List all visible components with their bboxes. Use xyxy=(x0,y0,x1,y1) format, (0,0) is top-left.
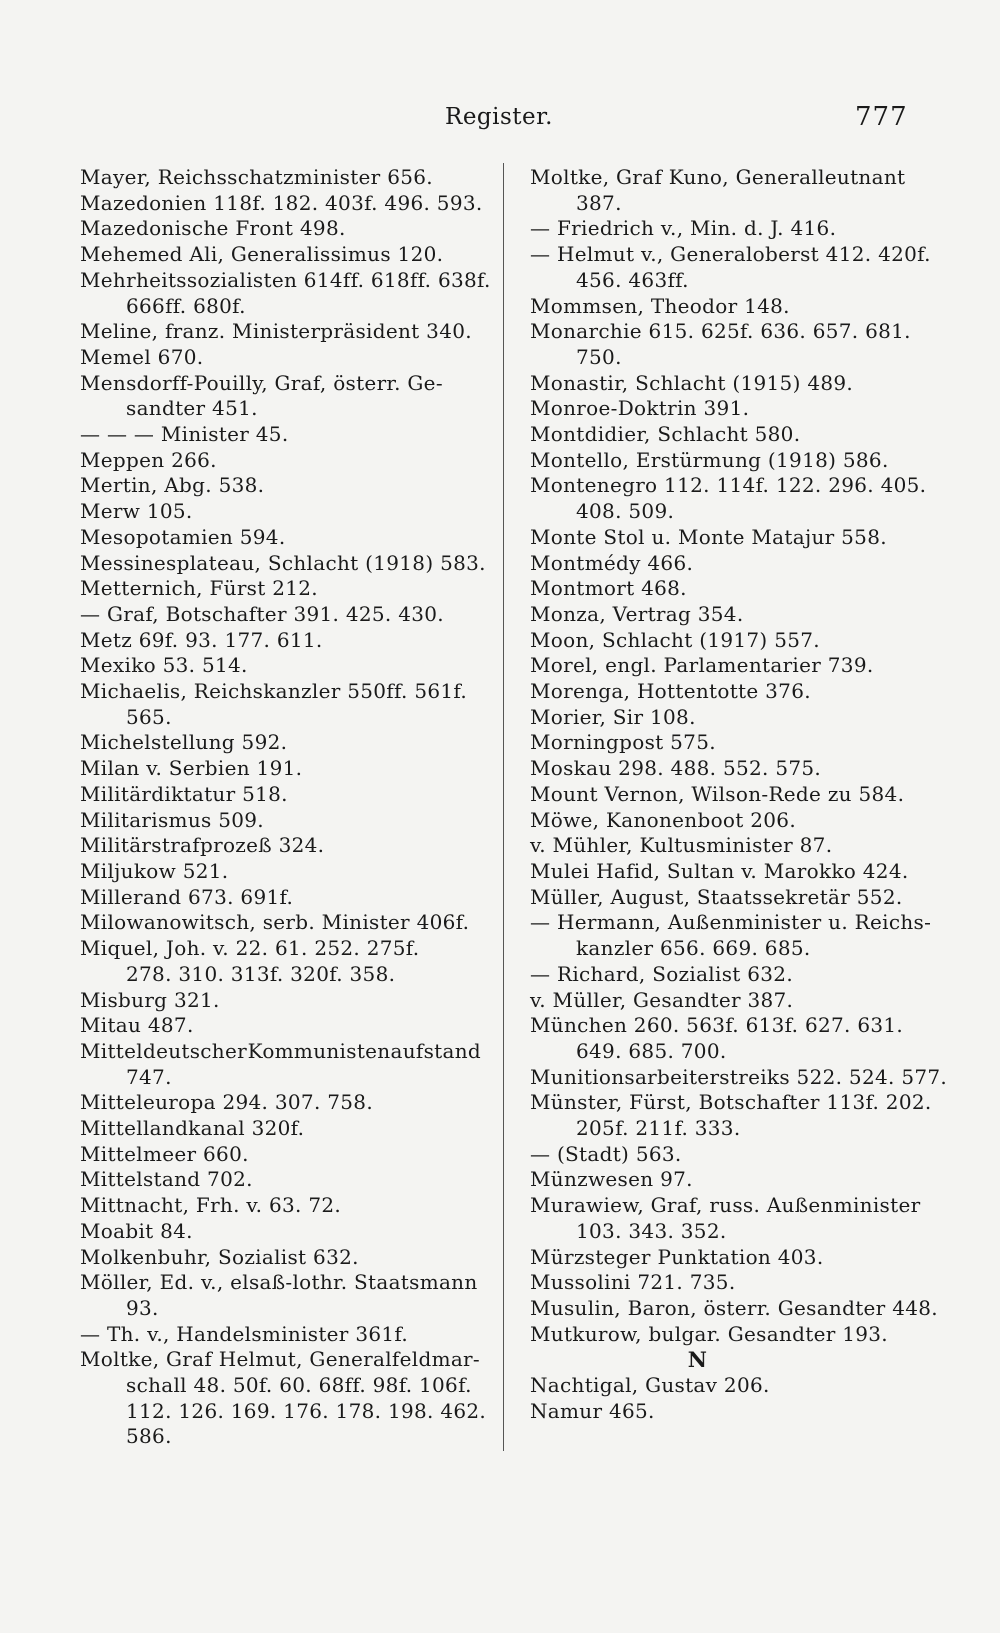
index-entry: — Graf, Botschafter 391. 425. 430. xyxy=(80,601,444,626)
index-entry-continuation: 387. xyxy=(576,190,622,215)
index-entry-continuation: 112. 126. 169. 176. 178. 198. 462. xyxy=(126,1398,487,1423)
index-entry-continuation: 408. 509. xyxy=(576,499,675,524)
index-entry: Mommsen, Theodor 148. xyxy=(530,293,790,318)
index-entry: Meppen 266. xyxy=(80,447,217,472)
index-entry-continuation: sandter 451. xyxy=(126,396,258,421)
index-entry-continuation: 750. xyxy=(576,344,622,369)
index-entry-continuation: 565. xyxy=(126,704,172,729)
index-entry-continuation: 747. xyxy=(126,1064,172,1089)
index-entry: Memel 670. xyxy=(80,344,204,369)
index-entry: — Th. v., Handelsminister 361f. xyxy=(80,1321,409,1346)
index-entry: Mittellandkanal 320f. xyxy=(80,1116,305,1141)
index-entry: Müller, August, Staatssekretär 552. xyxy=(530,884,903,909)
index-entry: Mittelmeer 660. xyxy=(80,1141,249,1166)
index-entry-justified xyxy=(80,1039,485,1065)
index-entry: Monarchie 615. 625f. 636. 657. 681. xyxy=(530,319,911,344)
index-entry: Montdidier, Schlacht 580. xyxy=(530,422,801,447)
index-entry: Milan v. Serbien 191. xyxy=(80,756,303,781)
page-number: 777 xyxy=(855,102,908,132)
index-entry: Möwe, Kanonenboot 206. xyxy=(530,807,796,832)
index-entry: Möller, Ed. v., elsaß-lothr. Staatsmann xyxy=(80,1270,478,1295)
index-entry: — Hermann, Außenminister u. Reichs- xyxy=(530,910,932,935)
index-entry: Monza, Vertrag 354. xyxy=(530,601,744,626)
index-entry: Militärdiktatur 518. xyxy=(80,781,288,806)
index-entry: Montello, Erstürmung (1918) 586. xyxy=(530,447,889,472)
index-entry: Mazedonische Front 498. xyxy=(80,216,346,241)
index-entry: Münster, Fürst, Botschafter 113f. 202. xyxy=(530,1090,932,1115)
index-entry: Mehrheitssozialisten 614ff. 618ff. 638f. xyxy=(80,267,491,292)
index-entry: Morier, Sir 108. xyxy=(530,704,696,729)
index-entry: Metz 69f. 93. 177. 611. xyxy=(80,627,323,652)
index-entry-continuation: 586. xyxy=(126,1424,172,1449)
index-entry: Moskau 298. 488. 552. 575. xyxy=(530,756,822,781)
index-entry: Meline, franz. Ministerpräsident 340. xyxy=(80,319,472,344)
index-entry: Michaelis, Reichskanzler 550ff. 561f. xyxy=(80,679,468,704)
index-entry: Miquel, Joh. v. 22. 61. 252. 275f. xyxy=(80,936,420,961)
index-entry-continuation: 93. xyxy=(126,1295,159,1320)
index-entry: Metternich, Fürst 212. xyxy=(80,576,318,601)
index-entry: Mensdorff-Pouilly, Graf, österr. Ge- xyxy=(80,370,443,395)
index-entry: Michelstellung 592. xyxy=(80,730,288,755)
index-entry: München 260. 563f. 613f. 627. 631. xyxy=(530,1013,904,1038)
index-entry: — Helmut v., Generaloberst 412. 420f. xyxy=(530,242,931,267)
index-entry: Moltke, Graf Kuno, Generalleutnant xyxy=(530,165,906,189)
index-entry: v. Müller, Gesandter 387. xyxy=(530,987,794,1012)
index-entry: Mazedonien 118f. 182. 403f. 496. 593. xyxy=(80,190,483,215)
index-entry-part: Kommunistenaufstand xyxy=(247,1038,481,1063)
index-entry: Mesopotamien 594. xyxy=(80,524,286,549)
index-entry: Munitionsarbeiterstreiks 522. 524. 577. xyxy=(530,1064,948,1089)
index-entry: — (Stadt) 563. xyxy=(530,1141,682,1166)
index-entry: Mutkurow, bulgar. Gesandter 193. xyxy=(530,1321,888,1346)
index-entry: Musulin, Baron, österr. Gesandter 448. xyxy=(530,1295,938,1320)
index-entry: Morningpost 575. xyxy=(530,730,716,755)
index-entry: Mittnacht, Frh. v. 63. 72. xyxy=(80,1193,342,1218)
index-entry: Mitteleuropa 294. 307. 758. xyxy=(80,1090,373,1115)
index-entry: Mulei Hafid, Sultan v. Marokko 424. xyxy=(530,858,909,883)
index-entry: Milowanowitsch, serb. Minister 406f. xyxy=(80,910,470,935)
index-entry: Moabit 84. xyxy=(80,1218,193,1243)
index-entry-continuation: kanzler 656. 669. 685. xyxy=(576,936,811,961)
section-letter-heading: N xyxy=(687,1347,708,1373)
index-entry: Mürzsteger Punktation 403. xyxy=(530,1244,824,1269)
index-entry: Mitau 487. xyxy=(80,1013,194,1038)
index-entry: Montmédy 466. xyxy=(530,550,694,575)
index-entry: Moon, Schlacht (1917) 557. xyxy=(530,627,820,652)
index-entry: Mexiko 53. 514. xyxy=(80,653,248,678)
index-entry: Mehemed Ali, Generalissimus 120. xyxy=(80,242,444,267)
index-entry: Millerand 673. 691f. xyxy=(80,884,294,909)
left-column xyxy=(80,165,491,1450)
index-entry: v. Mühler, Kultusminister 87. xyxy=(530,833,833,858)
index-entry: Mount Vernon, Wilson-Rede zu 584. xyxy=(530,781,905,806)
index-entry: Mayer, Reichsschatzminister 656. xyxy=(80,165,433,189)
index-entry: Militärstrafprozeß 324. xyxy=(80,833,325,858)
index-entry-continuation: 205f. 211f. 333. xyxy=(576,1116,741,1141)
index-entry: Mittelstand 702. xyxy=(80,1167,253,1192)
index-entry: Miljukow 521. xyxy=(80,858,229,883)
index-entry: Mertin, Abg. 538. xyxy=(80,473,265,498)
index-entry: Militarismus 509. xyxy=(80,807,264,832)
index-entry: Monroe-Doktrin 391. xyxy=(530,396,750,421)
index-entry: Monte Stol u. Monte Matajur 558. xyxy=(530,524,887,549)
index-entry-continuation: 103. 343. 352. xyxy=(576,1218,727,1243)
index-entry-part: Mitteldeutscher xyxy=(80,1038,247,1063)
running-header: Register. xyxy=(445,104,553,130)
index-entry: Mussolini 721. 735. xyxy=(530,1270,736,1295)
index-entry: Merw 105. xyxy=(80,499,193,524)
index-entry: Nachtigal, Gustav 206. xyxy=(530,1373,770,1398)
index-entry: Morel, engl. Parlamentarier 739. xyxy=(530,653,874,678)
index-entry-continuation: 278. 310. 313f. 320f. 358. xyxy=(126,961,396,986)
index-entry: Morenga, Hottentotte 376. xyxy=(530,679,811,704)
index-entry: Montenegro 112. 114f. 122. 296. 405. xyxy=(530,473,927,498)
index-entry-continuation: 456. 463ff. xyxy=(576,267,689,292)
index-entry: — — — Minister 45. xyxy=(80,422,289,447)
index-entry-continuation: 649. 685. 700. xyxy=(576,1038,727,1063)
index-entry: — Richard, Sozialist 632. xyxy=(530,961,793,986)
column-divider xyxy=(503,163,504,1451)
index-entry-continuation: schall 48. 50f. 60. 68ff. 98f. 106f. xyxy=(126,1373,472,1398)
index-entry: Moltke, Graf Helmut, Generalfeldmar- xyxy=(80,1347,480,1372)
index-entry-continuation: 666ff. 680f. xyxy=(126,293,246,318)
index-entry: Molkenbuhr, Sozialist 632. xyxy=(80,1244,359,1269)
index-entry: — Friedrich v., Min. d. J. 416. xyxy=(530,216,837,241)
index-entry: Messinesplateau, Schlacht (1918) 583. xyxy=(80,550,486,575)
index-entry: Murawiew, Graf, russ. Außenminister xyxy=(530,1193,921,1218)
right-column xyxy=(530,165,948,1424)
index-entry: Monastir, Schlacht (1915) 489. xyxy=(530,370,854,395)
index-entry: Montmort 468. xyxy=(530,576,687,601)
index-entry: Misburg 321. xyxy=(80,987,220,1012)
index-entry: Namur 465. xyxy=(530,1398,655,1423)
index-entry: Münzwesen 97. xyxy=(530,1167,693,1192)
